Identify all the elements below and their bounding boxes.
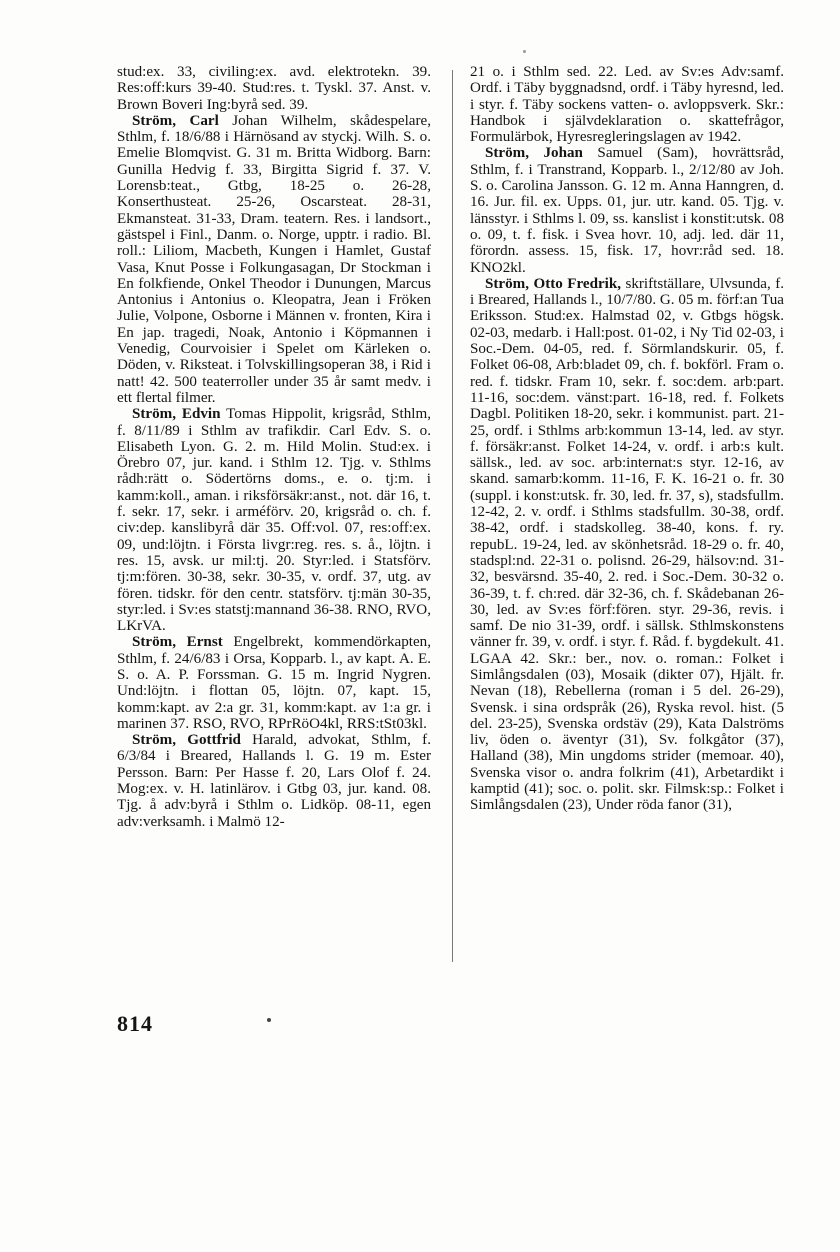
entry-text: Harald, advokat, Sthlm, f. 6/3/84 i Breared, Hallands l. G. 19 m. Ester Persson. Barn: Per Hasse f. 20, Lars Olof f. 24. Mog:ex. v. H. latinlärov. i Gtbg 03, jur. kand. 08. Tjg. å adv:byrå i Sthlm o. Lidköp. 08-11, egen adv:verksamh. i Malmö 12- [117, 732, 431, 830]
entry-strom-ernst [117, 634, 431, 732]
entry-head: Ström, Carl [132, 112, 219, 129]
scan-speck [267, 1018, 271, 1022]
entry-strom-otto [470, 276, 784, 814]
entry-text: skriftställare, Ulvsunda, f. i Breared, Hallands l., 10/7/80. G. 05 m. förf:an Tua Eriksson. Stud:ex. Halmstad 02, v. Gtbgs högsk. 02-03, medarb. i Hall:post. 01-02, i Ny Tid 02-03, i Soc.-Dem. 04-05, red. f. Sörmlandskurir. 05, f. Folket 06-08, Arb:bladet 09, ch. f. bokförl. Fram o. red. f. tidskr. Fram 10, sekr. f. soc:dem. arb:part. 11-16, soc:dem. vänst:part. 16-18, red. f. Folkets Dagbl. Politiken 18-20, sekr. i kommunist. part. 21-25, ordf. i Sthlms arb:kommun 13-14, led. av styr. f. försäkr:anst. Folket 14-24, v. ordf. i arb:s kult. sällsk., led. av soc. arb:internat:s styr. 12-16, av skand. samarb:komm. 11-16, F. K. 16-21 o. fr. 30 (suppl. i konst:utsk. fr. 30, led. fr. 37, s), stadsfullm. 12-42, 2. v. ordf. i Sthlms stadsfullm. 30-38, ordf. 38-42, ordf. i stadskolleg. 38-40, kons. f. ry. repubL. 19-24, led. av skönhetsråd. 18-29 o. fr. 40, stadspl:nd. 22-31 o. polisnd. 26-29, hälsov:nd. 31-32, besvärsnd. 35-40, 2. red. i Soc.-Dem. 30-32 o. 36-39, t. f. ch:red. där 32-36, ch. f. Skådebanan 26-30, led. av Sv:es förf:fören. styr. 29-36, revis. i samf. De nio 31-39, ordf. i sällsk. Sthlmskonstens vänner fr. 39, v. ordf. i styr. f. Råd. f. bygdekult. 41. LGAA 42. Skr.: ber., nov. o. roman.: Folket i Simlångsdalen (03), Mosaik (dikter 07), Hjält. fr. Nevan (18), Rebellerna (roman i 5 del. 26-29), Svensk. i sina ordspråk (26), Ryska revol. hist. (5 del. 23-25), Svenska ordstäv (29), Kata Dalströms liv, öden o. äventyr (31), Sv. folkgåtor (37), Halland (38), Min ungdoms strider (memoar. 40), Svenska visor o. andra folkrim (41), Arbetardikt i kamptid (41); soc. o. polit. skr. Filmsk:sp.: Folket i Simlångsdalen (23), Under röda fanor (31), [470, 275, 785, 814]
right-column [470, 64, 784, 814]
entry-head: Ström, Edvin [132, 406, 221, 423]
entry-text: 21 o. i Sthlm sed. 22. Led. av Sv:es Adv:samf. Ordf. i Täby byggnadsnd, ordf. i Täby hyresnd, led. i styr. f. Täby sockens vatten- o. avloppsverk. Skr.: Handbok i självdeklaration o. skattefrågor, Formulärbok, Hyresregleringslagen av 1942. [470, 64, 784, 146]
scan-speck [523, 50, 526, 53]
entry-strom-johan [470, 145, 784, 275]
entry-strom-edvin [117, 406, 431, 634]
entry-strom-carl [117, 113, 431, 406]
entry-head: Ström, Johan [485, 145, 583, 162]
column-divider [452, 70, 453, 962]
entry-head: Ström, Gottfrid [132, 732, 241, 749]
entry-text: Samuel (Sam), hovrättsråd, Sthlm, f. i Transtrand, Kopparb. l., 2/12/80 av Joh. S. o. Carolina Jansson. G. 12 m. Anna Hanngren, d. 16. Jur. fil. ex. Upps. 01, jur. utr. kand. 05. Tjg. v. länsstyr. i Sthlms l. 09, ss. kanslist i konstit:utsk. 08 o. 09, t. f. fisk. i Svea hovr. 10, adj. led. där 11, förordn. assess. 15, fisk. 17, hovr:råd sed. 18. KNO2kl. [470, 145, 784, 276]
entry-continuation [470, 64, 784, 145]
entry-strom-gottfrid [117, 732, 431, 830]
entry-text: Tomas Hippolit, krigsråd, Sthlm, f. 8/11/89 i Sthlm av trafikdir. Carl Edv. S. o. Elisabeth Lyon. G. 2. m. Hild Molin. Stud:ex. i Örebro 07, jur. kand. i Sthlm 12. Tjg. v. Sthlms rådh:rätt o. Södertörns doms., e. o. tj:m. i kamm:koll., aman. i riksförsäkr:anst., not. där 16, t. f. sekr. 17, sekr. i arméförv. 20, krigsråd o. ch. f. civ:dep. kanslibyrå där 35. Off:vol. 07, res:off:ex. 09, und:löjtn. i Första livgr:reg. res. s. å., löjtn. i res. 15, avsk. ur mil:tj. 20. Styr:led. i Statsförv. tj:m:fören. 30-38, sekr. 30-35, v. ordf. 37, utg. av fören. tidskr. för den centr. statsförv. tj:män 30-35, styr:led. i Sv:es statstj:mannand 36-38. RNO, RVO, LKrVA. [117, 406, 432, 635]
page-number: 814 [117, 1011, 153, 1036]
entry-head: Ström, Ernst [132, 634, 223, 651]
entry-text: stud:ex. 33, civiling:ex. avd. elektrotekn. 39. Res:off:kurs 39-40. Stud:res. t. Tyskl. 37. Anst. v. Brown Boveri Ing:byrå sed. 39. [117, 64, 431, 113]
entry-text: Johan Wilhelm, skådespelare, Sthlm, f. 18/6/88 i Härnösand av styckj. Wilh. S. o. Emelie Blomqvist. G. 31 m. Britta Widborg. Barn: Gunilla Hedvig f. 33, Birgitta Sigrid f. 37. V. Lorensb:teat., Gtbg, 18-25 o. 26-28, Konserthusteat. 25-26, Oscarsteat. 28-31, Ekmansteat. 31-33, Dram. teatern. Res. i landsort., gästspel i Finl., Danm. o. Norge, upptr. i radio. Bl. roll.: Liliom, Macbeth, Kungen i Hamlet, Gustaf Vasa, Knut Posse i Folkungasagan, Dr Stockman i En folkfiende, Onkel Theodor i Dunungen, Marcus Antonius i Antonius o. Kleopatra, Jean i Fröken Julie, Volpone, Osborne i Männen v. fronten, Kira i En jap. tragedi, Noak, Antonio i Köpmannen i Venedig, Courvoisier i Spelet om Kärleken o. Döden, v. Riksteat. i Tolvskillingsoperan 38, i Rid i natt! 42. 500 teaterroller under 35 år samt medv. i ett flertal filmer. [117, 112, 431, 406]
entry-continuation [117, 64, 431, 113]
entry-head: Ström, Otto Fredrik, [485, 275, 622, 292]
left-column [117, 64, 431, 830]
entry-text: Engelbrekt, kommendörkapten, Sthlm, f. 24/6/83 i Orsa, Kopparb. l., av kapt. A. E. S. o. A. P. Forssman. G. 15 m. Ingrid Nygren. Und:löjtn. i flottan 05, löjtn. 07, kapt. 15, komm:kapt. av 2:a gr. 31, komm:kapt. av 1:a gr. i marinen 37. RSO, RVO, RPrRöO4kl, RRS:tSt03kl. [117, 634, 431, 732]
